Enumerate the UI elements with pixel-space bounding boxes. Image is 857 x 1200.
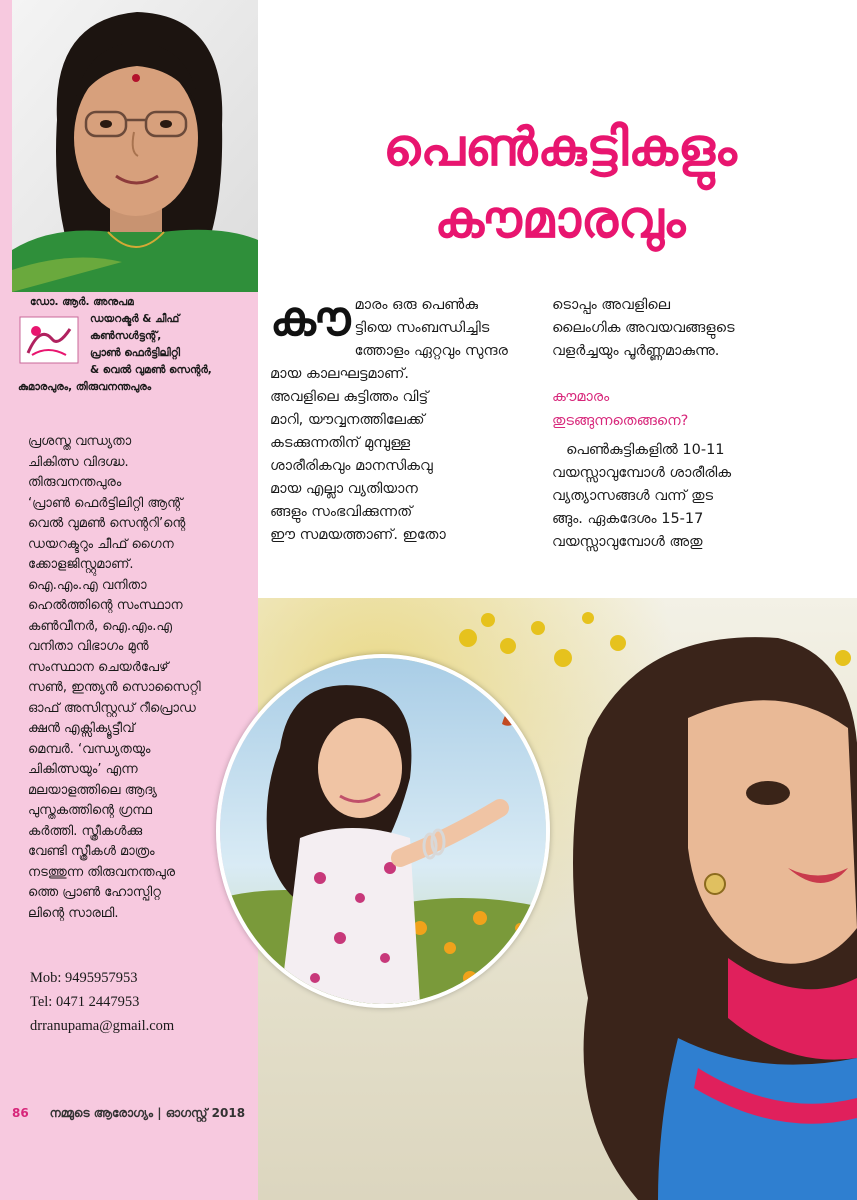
author-portrait [12,0,258,292]
contact-email[interactable]: drranupama@gmail.com [30,1018,175,1034]
page-footer [12,1106,245,1121]
child-butterfly-image [220,658,546,1004]
article-col2-para2: പെൺകുട്ടികളിൽ 10-11 വയസ്സാവുമ്പോൾ ശാരീരിക വ്യത്യാസങ്ങൾ വന്ന് തുട ങ്ങും. ഏകദേശം 15-17 വയസ്സാവുമ്പോൾ അതു [552,442,732,550]
author-photo-image [12,0,258,292]
author-place: കുമാരപുരം, തിരുവനന്തപുരം [18,381,152,393]
author-bio: പ്രശസ്ത വന്ധ്യതാ ചികിത്സ വിദഗ്ദ്ധ. തിരുവനന്തപുരം ‘പ്രാൺ ഫെർട്ടിലിറ്റി ആന്റ് വെൽ വുമൺ സെന്ററി’ന്റെ ഡയറക്ടറും ചീഫ് ഗൈന ക്കോളജിസ്റ്റുമാണ്. ഐ.എം.എ വനിതാ ഹെൽത്തിന്റെ സംസ്ഥാന കൺവീനർ, ഐ.എം.എ വനിതാ വിഭാഗം മുൻ സംസ്ഥാന ചെയർപേഴ് സൺ, ഇന്ത്യൻ സൊസൈറ്റി ഓഫ് അസിസ്റ്റഡ് റീപ്രൊഡ ക്ഷൻ എക്സിക്യൂട്ടീവ് മെമ്പർ. ‘വന്ധ്യതയും ചികിത്സയും’ എന്ന മലയാളത്തിലെ ആദ്യ പുസ്തകത്തിന്റെ ഗ്രന്ഥ കർത്തി. സ്ത്രീകൾക്കു വേണ്ടി സ്ത്രീകൾ മാത്രം നടത്തുന്ന തിരുവനന്തപുര ത്തെ പ്രാൺ ഹോസ്പിറ്റ ലിന്റെ സാരഥി. [28,434,201,921]
article-col2-para1: ടൊപ്പം അവളിലെ ലൈംഗിക അവയവങ്ങളുടെ വളർച്ചയും പൂർണ്ണമാകുന്നു. [552,297,735,359]
author-role: ഡയറക്ടർ & ചീഫ് കൺസൾട്ടന്റ്, പ്രാൺ ഫെർട്ടിലിറ്റി & വെൽ വുമൺ സെന്റർ, [90,313,212,376]
article-title-line1: പെൺകുട്ടികളും [383,118,737,178]
author-info [18,296,250,394]
child-butterfly-photo [216,654,550,1008]
author-name: ഡോ. ആർ. അനുപമ [30,296,134,308]
author-contact [30,966,250,1038]
article-title-line2: കൗമാരവും [434,190,686,250]
page-number: 86 [12,1106,29,1120]
article-col1-text: മാരം ഒരു പെൺകു ട്ടിയെ സംബന്ധിച്ചിട ത്തോളം ഏറ്റവും സുന്ദര മായ കാലഘട്ടമാണ്. അവളിലെ കുട്ടിത്തം വിട്ട് മാറി, യൗവ്വനത്തിലേക്ക് കടക്കുന്നതിന് മുമ്പുള്ള ശാരീരികവും മാനസികവു മായ എല്ലാ വ്യതിയാന ങ്ങളും സംഭവിക്കുന്നത് ഈ സമയത്താണ്. ഇതോ [270,297,508,543]
drop-cap: കൗ [270,291,351,347]
contact-tel: Tel: 0471 2447953 [30,994,140,1010]
magazine-issue: നമ്മുടെ ആരോഗ്യം | ഓഗസ്റ്റ് 2018 [49,1106,246,1120]
clinic-logo-icon [18,315,80,365]
article-column-2 [552,294,812,554]
article-column-1 [270,291,535,547]
contact-mobile: Mob: 9495957953 [30,970,138,986]
section-subheading: കൗമാരം തുടങ്ങുന്നതെങ്ങനെ? [552,389,689,429]
article-title [300,112,820,256]
